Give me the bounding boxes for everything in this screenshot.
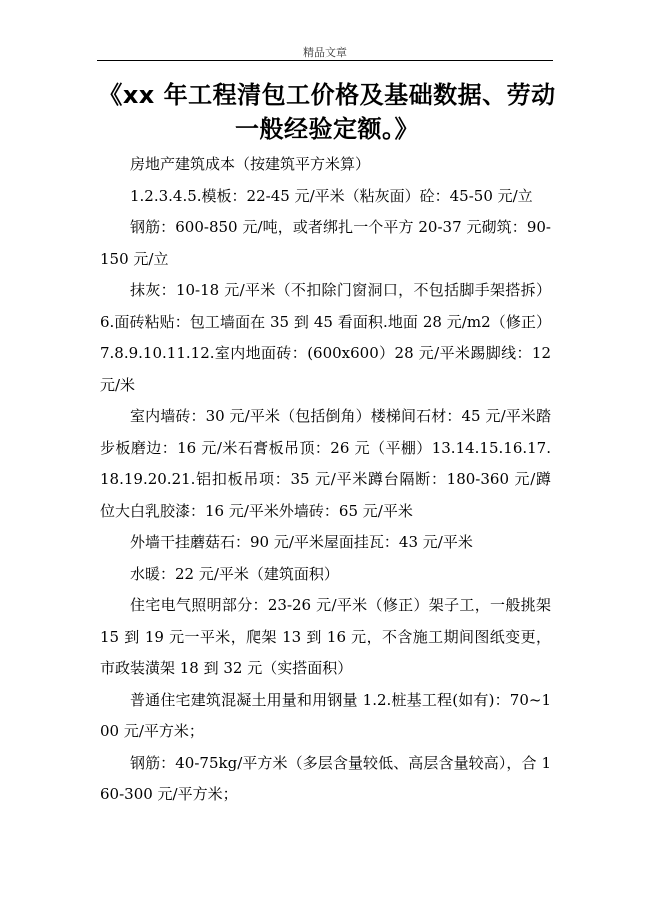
paragraph-8: 住宅电气照明部分：23-26 元/平米（修正）架子工，一般挑架 15 到 19 元一平米，爬架 13 到 16 元，不含施工期间图纸变更，市政装潢架 18 到 32 元（实搭面积） — [100, 596, 551, 677]
document-title: 《xx 年工程清包工价格及基础数据、劳动一般经验定额。》 — [98, 81, 556, 143]
paragraph-10: 钢筋：40-75kg/平方米（多层含量较低、高层含量较高），合 160-300 元/平方米； — [100, 753, 551, 803]
paragraph-2: 1.2.3.4.5.模板：22-45 元/平米（粘灰面）砼：45-50 元/立 — [130, 186, 533, 205]
paragraph-3: 钢筋：600-850 元/吨，或者绑扎一个平方 20-37 元砌筑：90-150 元/立 — [100, 218, 551, 268]
paragraph-9: 普通住宅建筑混凝土用量和用钢量 1.2.桩基工程(如有)：70~100 元/平方米； — [100, 690, 551, 740]
header-divider — [97, 60, 553, 61]
paragraph-4: 抹灰：10-18 元/平米（不扣除门窗洞口，不包括脚手架搭拆）6.面砖粘贴：包工墙面在 35 到 45 看面积.地面 28 元/m2（修正）7.8.9.10.11.12.室内地面砖：(600x600）28 元/平米踢脚线：12 元/米 — [100, 281, 551, 394]
page-header: 精品文章 — [303, 46, 347, 59]
paragraph-1: 房地产建筑成本（按建筑平方米算） — [130, 155, 371, 173]
paragraph-7: 水暖：22 元/平米（建筑面积） — [130, 564, 339, 583]
document-body — [100, 149, 551, 811]
paragraph-6: 外墙干挂蘑菇石：90 元/平米屋面挂瓦：43 元/平米 — [130, 533, 473, 551]
paragraph-5: 室内墙砖：30 元/平米（包括倒角）楼梯间石材：45 元/平米踏步板磨边：16 元/米石膏板吊顶：26 元（平棚）13.14.15.16.17.18.19.20.21.铝扣板吊项：35 元/平米蹲台隔断：180-360 元/蹲位大白乳胶漆：16 元/平米外墙砖：65 元/平米 — [100, 407, 551, 520]
